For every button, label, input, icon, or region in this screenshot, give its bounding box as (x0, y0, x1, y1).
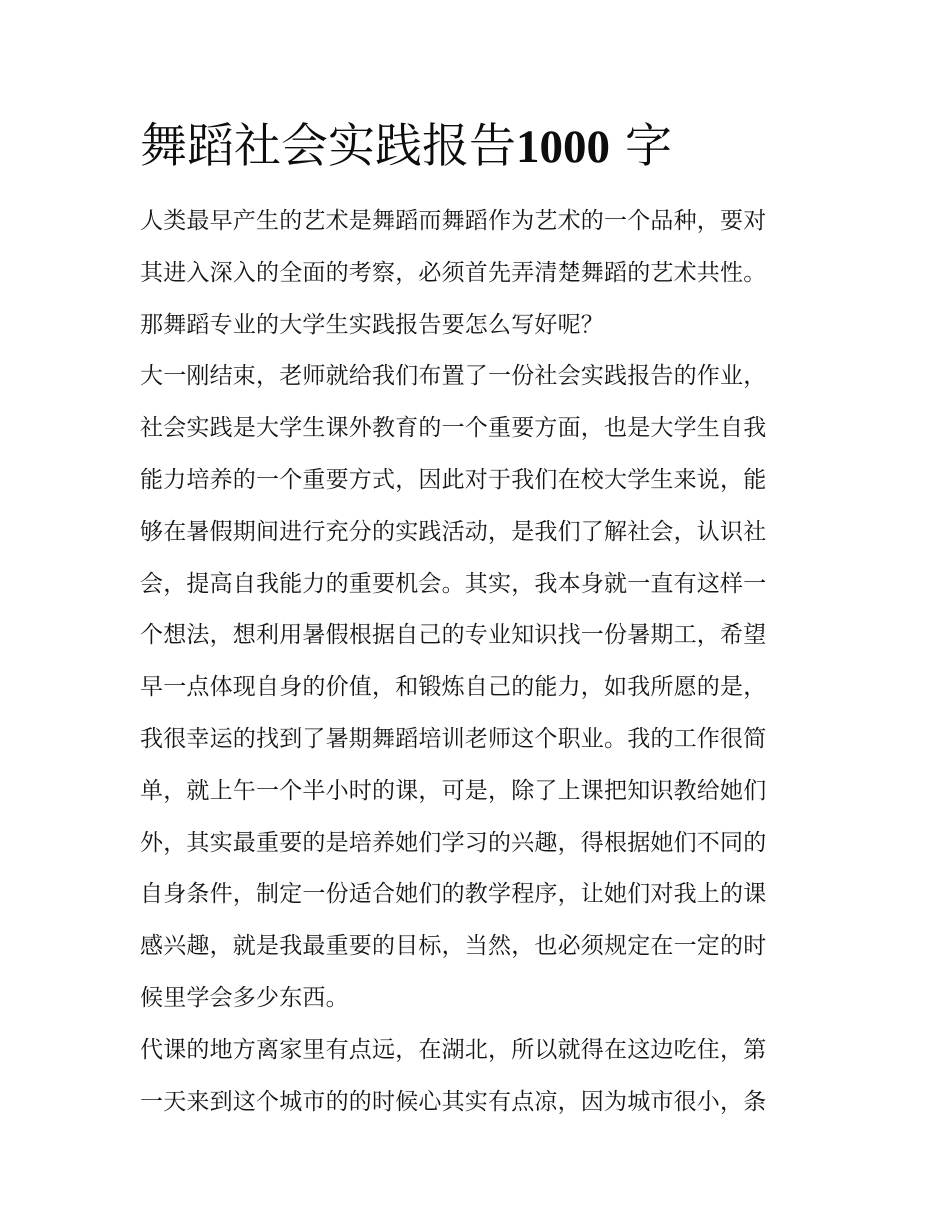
text-line: 自身条件，制定一份适合她们的教学程序，让她们对我上的课 (140, 881, 767, 908)
text-line: 一天来到这个城市的的时候心其实有点凉，因为城市很小，条 (140, 1088, 767, 1115)
text-line: 大一刚结束，老师就给我们布置了一份社会实践报告的作业， (140, 363, 767, 390)
text-line: 够在暑假期间进行充分的实践活动，是我们了解社会，认识社 (140, 518, 767, 545)
text-line: 能力培养的一个重要方式，因此对于我们在校大学生来说，能 (140, 466, 767, 493)
text-line: 个想法，想利用暑假根据自己的专业知识找一份暑期工，希望 (140, 622, 767, 649)
text-line: 社会实践是大学生课外教育的一个重要方面，也是大学生自我 (140, 415, 767, 442)
text-line: 我很幸运的找到了暑期舞蹈培训老师这个职业。我的工作很简 (140, 725, 767, 752)
title-text: 舞蹈社会实践报告 (140, 119, 516, 174)
text-line: 外，其实最重要的是培养她们学习的兴趣，得根据她们不同的 (140, 829, 767, 856)
text-line: 候里学会多少东西。 (140, 984, 349, 1011)
text-line: 那舞蹈专业的大学生实践报告要怎么写好呢？ (140, 311, 604, 338)
text-line: 其进入深入的全面的考察，必须首先弄清楚舞蹈的艺术共性。 (140, 259, 767, 286)
text-line: 会，提高自我能力的重要机会。其实，我本身就一直有这样一 (140, 570, 767, 597)
text-line: 早一点体现自身的价值，和锻炼自己的能力，如我所愿的是， (140, 674, 767, 701)
text-line: 人类最早产生的艺术是舞蹈而舞蹈作为艺术的一个品种，要对 (140, 208, 767, 234)
document-content (140, 112, 812, 1128)
document-title (140, 112, 812, 182)
title-number: 1000 (516, 121, 610, 173)
document-body (140, 196, 812, 1128)
text-line: 单，就上午一个半小时的课，可是，除了上课把知识教给她们 (140, 777, 767, 804)
text-line: 代课的地方离家里有点远，在湖北，所以就得在这边吃住，第 (140, 1036, 767, 1063)
title-suffix: 字 (610, 119, 672, 174)
text-line: 感兴趣，就是我最重要的目标，当然，也必须规定在一定的时 (140, 933, 767, 960)
